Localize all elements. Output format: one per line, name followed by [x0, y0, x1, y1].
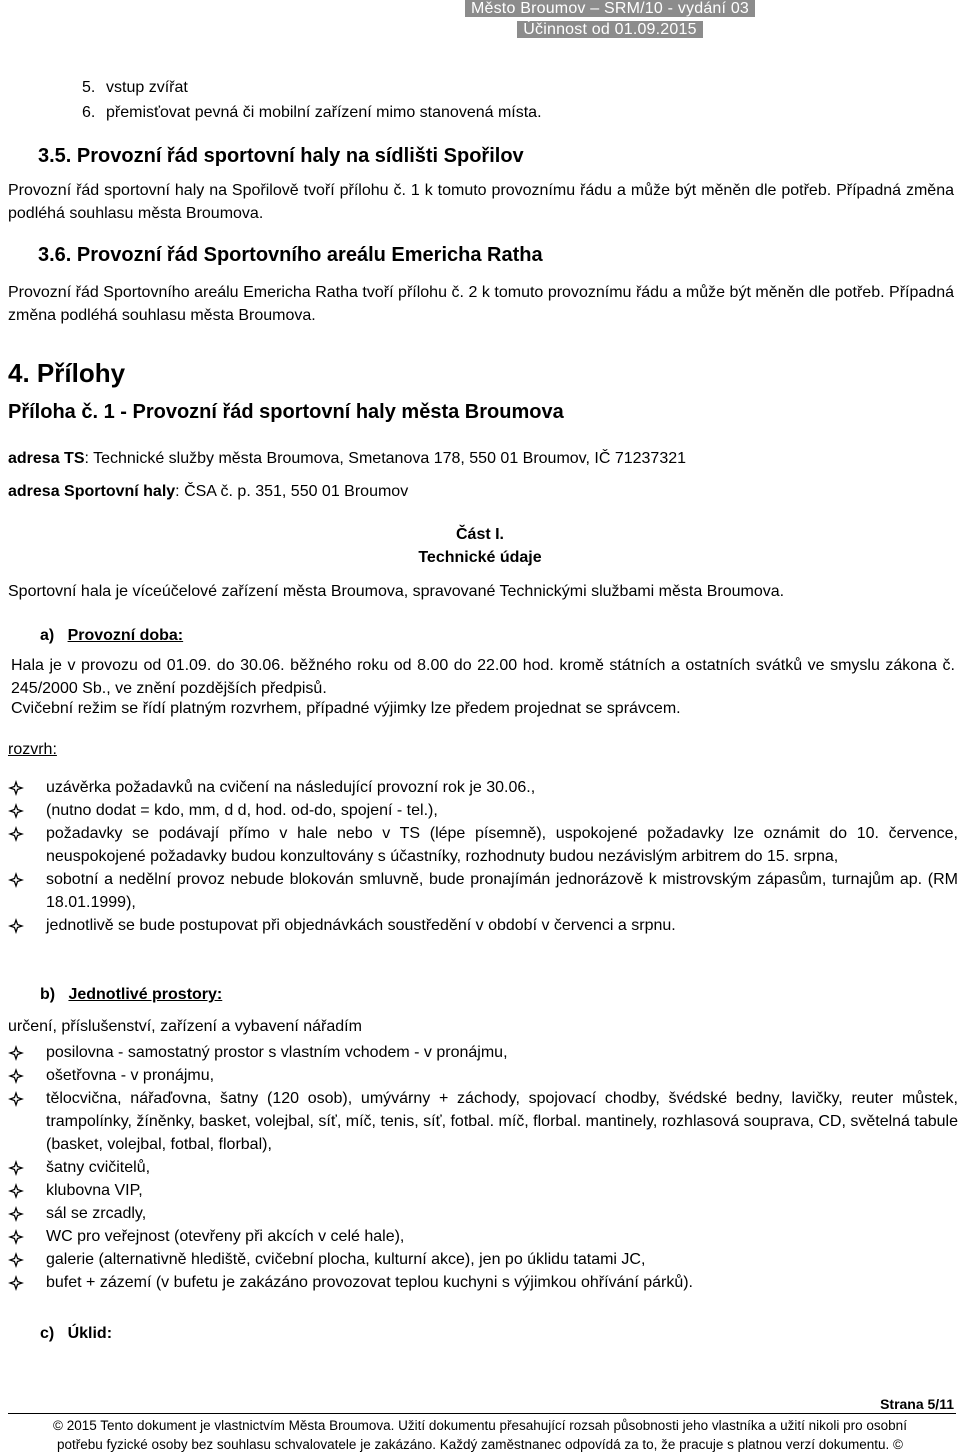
- section-3-6-body: Provozní řád Sportovního areálu Emericha Ratha tvoří přílohu č. 2 k tomuto provoznímu řádu a může být měněn dle potřeb. Případná změna podléhá souhlasu města Broumova.: [8, 284, 954, 324]
- schedule-label: rozvrh:: [8, 741, 57, 758]
- spaces-intro: určení, příslušenství, zařízení a vybavení nářadím: [8, 1018, 362, 1035]
- operating-hours-text: Hala je v provozu od 01.09. do 30.06. běžného roku od 8.00 do 22.00 hod. kromě státních a ostatních svátků ve smyslu zákona č. 245/2000 Sb., ve znění pozdějších předpisů.: [11, 657, 955, 697]
- footer-divider: [8, 1413, 956, 1414]
- list-item: [8, 1064, 958, 1087]
- address-ts-label: adresa TS: [8, 450, 85, 467]
- diamond-bullet-icon: [8, 1045, 24, 1061]
- diamond-bullet-icon: [8, 872, 24, 888]
- list-item-text: ošetřovna - v pronájmu,: [46, 1067, 215, 1084]
- diamond-bullet-icon: [8, 1229, 24, 1245]
- section-heading-4: 4. Přílohy: [8, 358, 126, 388]
- spaces-label: Jednotlivé prostory:: [68, 986, 223, 1003]
- footer-copyright: [0, 1416, 960, 1454]
- list-item: [8, 1156, 958, 1179]
- schedule-list: [8, 776, 958, 937]
- spaces-heading: [40, 986, 222, 1004]
- address-hall: [8, 483, 408, 501]
- list-item-text: požadavky se podávají přímo v hale nebo v TS (lépe písemně), uspokojené požadavky lze oznámit do 10. července, neuspokojené požadavky budou konzultovány s účastníky, rozhodnuty budou nezávislým arbitrem do 15. srpna,: [46, 825, 958, 865]
- diamond-bullet-icon: [8, 918, 24, 934]
- operating-hours-label: Provozní doba:: [67, 627, 184, 644]
- list-item-text: bufet + zázemí (v bufetu je zakázáno provozovat teplou kuchyni s výjimkou ohřívání párků).: [46, 1274, 693, 1291]
- section-3-5-body: Provozní řád sportovní haly na Spořilově tvoří přílohu č. 1 k tomuto provoznímu řádu a může být měněn dle potřeb. Případná změna podléhá souhlasu města Broumova.: [8, 182, 954, 222]
- list-item: [8, 1248, 958, 1271]
- list-item: [8, 1179, 958, 1202]
- list-item-text: WC pro veřejnost (otevřeny při akcích v celé hale),: [46, 1228, 405, 1245]
- part-subtitle: Technické údaje: [418, 549, 542, 566]
- list-item-text: sál se zrcadly,: [46, 1205, 147, 1222]
- list-item-text: posilovna - samostatný prostor s vlastním vchodem - v pronájmu,: [46, 1044, 508, 1061]
- diamond-bullet-icon: [8, 1068, 24, 1084]
- document-header: [0, 0, 960, 46]
- diamond-bullet-icon: [8, 1206, 24, 1222]
- diamond-bullet-icon: [8, 1252, 24, 1268]
- page-number: Strana 5/11: [880, 1396, 954, 1412]
- diamond-bullet-icon: [8, 780, 24, 796]
- spaces-prefix: b): [40, 986, 56, 1003]
- annex-title: Příloha č. 1 - Provozní řád sportovní haly města Broumova: [8, 401, 564, 423]
- footer-line-2: potřebu fyzické osoby bez souhlasu schvalovatele je zakázáno. Každý zaměstnanec odpovídá za to, že pracuje s platnou verzí dokumentu. ©: [57, 1437, 903, 1452]
- list-item-text: sobotní a nedělní provoz nebude blokován smluvně, bude pronajímán jednorázově k mistrovským zápasům, turnajům ap. (RM 18.01.1999),: [46, 871, 958, 911]
- address-ts-value: : Technické služby města Broumova, Smetanova 178, 550 01 Broumov, IČ 71237321: [84, 450, 687, 467]
- list-item: [8, 799, 958, 822]
- diamond-bullet-icon: [8, 1183, 24, 1199]
- diamond-bullet-icon: [8, 803, 24, 819]
- list-item: [8, 1041, 958, 1064]
- address-hall-label: adresa Sportovní haly: [8, 483, 176, 500]
- cleaning-prefix: c): [40, 1325, 55, 1342]
- list-item-number: 6.: [82, 104, 96, 121]
- operating-hours-heading: [40, 627, 183, 645]
- cleaning-heading: [40, 1325, 112, 1343]
- list-item-text: (nutno dodat = kdo, mm, d d, hod. od-do, spojení - tel.),: [46, 802, 438, 819]
- list-item-text: šatny cvičitelů,: [46, 1159, 151, 1176]
- list-item: [82, 79, 188, 97]
- diamond-bullet-icon: [8, 1160, 24, 1176]
- header-title: Město Broumov – SRM/10 - vydání 03: [465, 0, 755, 17]
- diamond-bullet-icon: [8, 826, 24, 842]
- footer-line-1: © 2015 Tento dokument je vlastnictvím Města Broumova. Užití dokumentu přesahující rozsah působnosti jeho vlastníka a užití nikoli pro osobní: [53, 1418, 907, 1433]
- list-item-text: jednotlivě se bude postupovat při objednávkách soustředění v období v červenci a srpnu.: [46, 917, 676, 934]
- address-hall-value: : ČSA č. p. 351, 550 01 Broumov: [175, 483, 409, 500]
- address-ts: [8, 450, 686, 468]
- operating-hours-prefix: a): [40, 627, 55, 644]
- list-item: [8, 1087, 958, 1156]
- part-title: Část I.: [455, 526, 504, 543]
- list-item: [8, 914, 958, 937]
- cleaning-label: Úklid:: [67, 1325, 113, 1342]
- list-item: [8, 1202, 958, 1225]
- diamond-bullet-icon: [8, 1091, 24, 1107]
- diamond-bullet-icon: [8, 1275, 24, 1291]
- list-item-number: 5.: [82, 79, 96, 96]
- list-item-text: vstup zvířat: [106, 79, 188, 96]
- list-item: [8, 776, 958, 799]
- list-item-text: uzávěrka požadavků na cvičení na následující provozní rok je 30.06.,: [46, 779, 536, 796]
- list-item: [82, 104, 542, 122]
- list-item-text: klubovna VIP,: [46, 1182, 143, 1199]
- list-item-text: galerie (alternativně hlediště, cvičební plocha, kulturní akce), jen po úklidu tatami JC,: [46, 1251, 646, 1268]
- section-heading-3-5: 3.5. Provozní řád sportovní haly na sídlišti Spořilov: [38, 145, 524, 167]
- list-item: [8, 868, 958, 914]
- hall-description: Sportovní hala je víceúčelové zařízení města Broumova, spravované Technickými službami města Broumova.: [8, 583, 785, 600]
- header-effective-date: Účinnost od 01.09.2015: [517, 21, 702, 38]
- training-schedule-note: Cvičební režim se řídí platným rozvrhem, případné výjimky lze předem projednat se správcem.: [11, 700, 681, 717]
- spaces-list: [8, 1041, 958, 1294]
- list-item-text: přemisťovat pevná či mobilní zařízení mimo stanovená místa.: [106, 104, 542, 121]
- list-item: [8, 1271, 958, 1294]
- list-item-text: tělocvična, nářaďovna, šatny (120 osob), umývárny + záchody, spojovací chodby, švédské bedny, lavičky, reuter můstek, trampolínky, žíněnky, basket, volejbal, síť, míč, tenis, síť, fotbal. míč, florbal. mantinely, rozhlasová souprava, CD, světelná tabule (basket, volejbal, fotbal, florbal),: [46, 1090, 958, 1153]
- list-item: [8, 1225, 958, 1248]
- list-item: [8, 822, 958, 868]
- section-heading-3-6: 3.6. Provozní řád Sportovního areálu Emericha Ratha: [38, 244, 543, 266]
